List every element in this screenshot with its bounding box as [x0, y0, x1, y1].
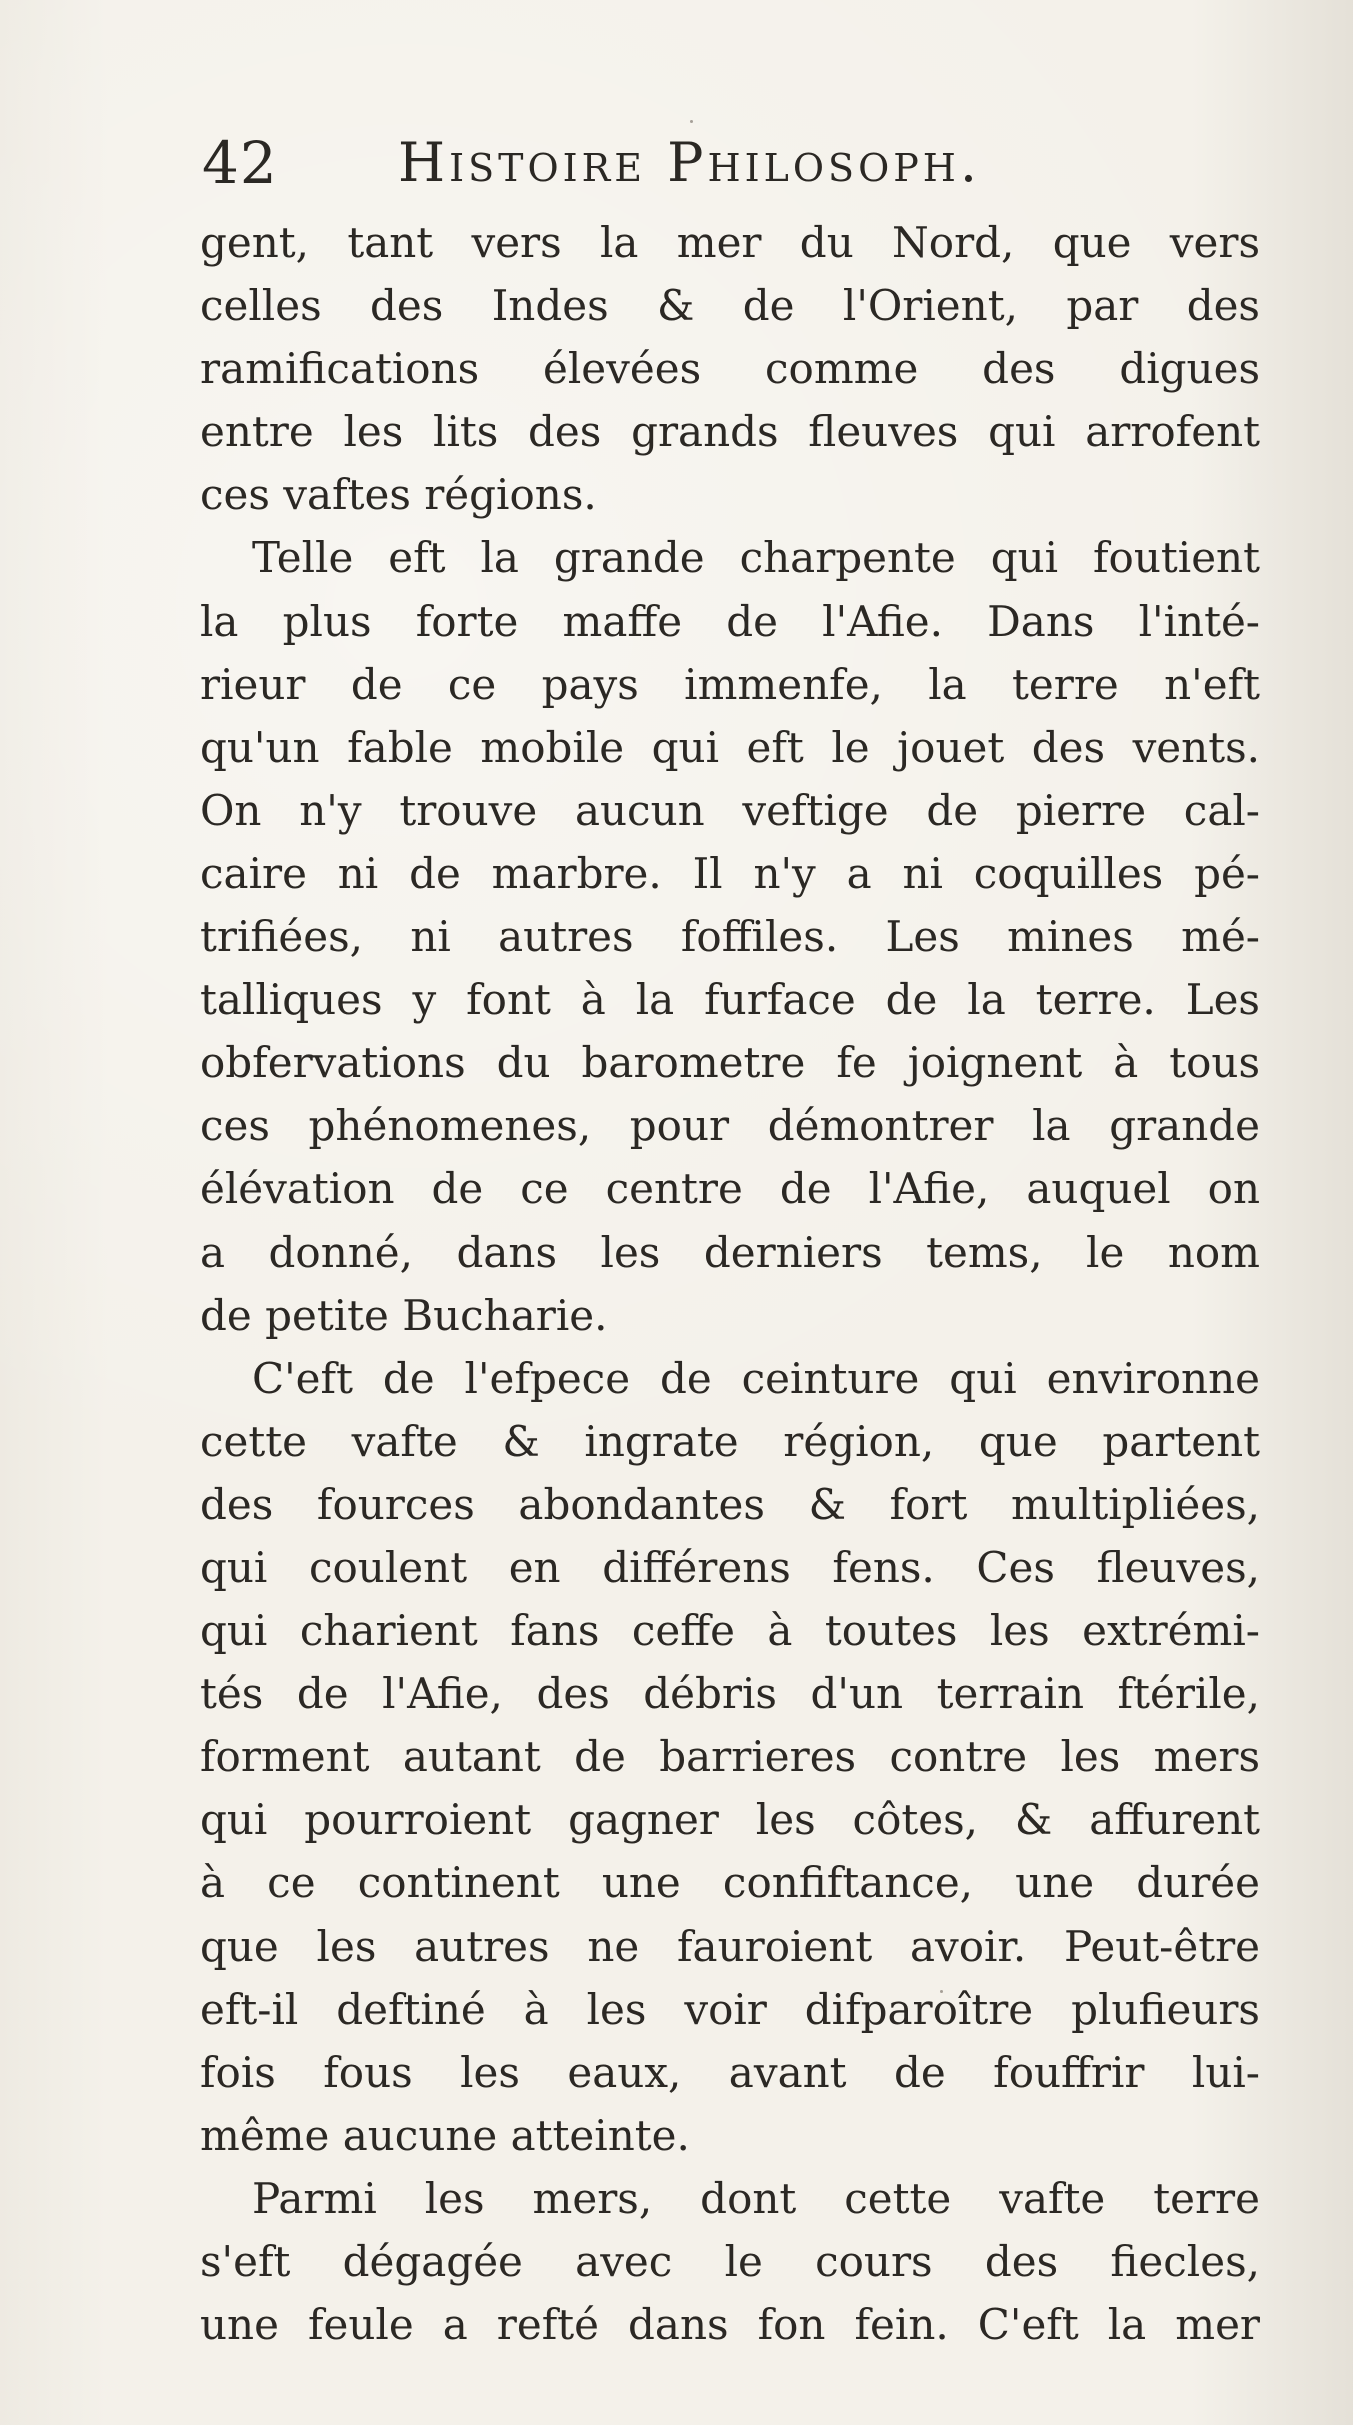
text-line: Telle eft la grande charpente qui foutient — [252, 533, 1260, 583]
text-line: qu'un fable mobile qui eft le jouet des vents. — [200, 722, 1260, 772]
text-line: celles des Indes & de l'Orient, par des — [200, 281, 1260, 331]
text-line: ces phénomenes, pour démontrer la grande — [200, 1101, 1260, 1151]
text-line: caire ni de marbre. Il n'y a ni coquilles pé- — [200, 848, 1260, 898]
text-line: a donné, dans les derniers tems, le nom — [200, 1227, 1260, 1277]
text-line: fois fous les eaux, avant de fouffrir lui- — [200, 2047, 1260, 2097]
text-line: Parmi les mers, dont cette vafte terre — [252, 2173, 1260, 2223]
text-line: s'eft dégagée avec le cours des fiecles, — [200, 2237, 1260, 2286]
text-line: gent, tant vers la mer du Nord, que vers — [200, 218, 1260, 267]
text-line: de petite Bucharie. — [200, 1290, 608, 1340]
text-line: élévation de ce centre de l'Afie, auquel on — [200, 1164, 1260, 1214]
text-line: rieur de ce pays immenfe, la terre n'eft — [200, 659, 1260, 709]
text-line: C'eft de l'efpece de ceinture qui environne — [252, 1353, 1260, 1403]
paper-speck — [940, 1990, 943, 1993]
text-line: entre les lits des grands fleuves qui arrofent — [200, 407, 1260, 457]
text-line: la plus forte maffe de l'Afie. Dans l'inté- — [200, 596, 1260, 646]
text-line: des fources abondantes & fort multipliées, — [200, 1479, 1260, 1529]
body-text — [200, 211, 1260, 2356]
text-line: On n'y trouve aucun veftige de pierre cal- — [200, 785, 1260, 835]
text-line: forment autant de barrieres contre les mers — [200, 1732, 1260, 1782]
text-line: qui pourroient gagner les côtes, & affurent — [200, 1795, 1260, 1845]
text-line: obfervations du barometre fe joignent à tous — [200, 1038, 1260, 1088]
text-line: même aucune atteinte. — [200, 2110, 690, 2160]
text-line: qui charient fans ceffe à toutes les extrémi- — [200, 1606, 1260, 1656]
paper-speck — [690, 120, 693, 123]
paper-speck — [1217, 1580, 1220, 1583]
text-line: à ce continent une confiftance, une durée — [200, 1858, 1260, 1908]
text-line: qui coulent en différens fens. Ces fleuves, — [200, 1542, 1260, 1592]
text-line: trifiées, ni autres foffiles. Les mines mé- — [200, 912, 1260, 962]
text-line: ces vaftes régions. — [200, 470, 597, 520]
text-line: eft-il deftiné à les voir difparoître plufieurs — [200, 1984, 1260, 2034]
text-line: talliques y font à la furface de la terre. Les — [200, 975, 1260, 1025]
text-line: cette vafte & ingrate région, que partent — [200, 1416, 1260, 1466]
page-header — [202, 118, 1202, 208]
text-line: une feule a refté dans fon fein. C'eft la mer — [200, 2300, 1260, 2350]
text-line: ramifications élevées comme des digues — [200, 344, 1260, 394]
text-line: tés de l'Afie, des débris d'un terrain ftérile, — [200, 1669, 1260, 1719]
page-number: 42 — [202, 129, 278, 197]
text-line: que les autres ne fauroient avoir. Peut-être — [200, 1921, 1260, 1971]
running-title: Histoire Philosoph. — [398, 131, 982, 194]
